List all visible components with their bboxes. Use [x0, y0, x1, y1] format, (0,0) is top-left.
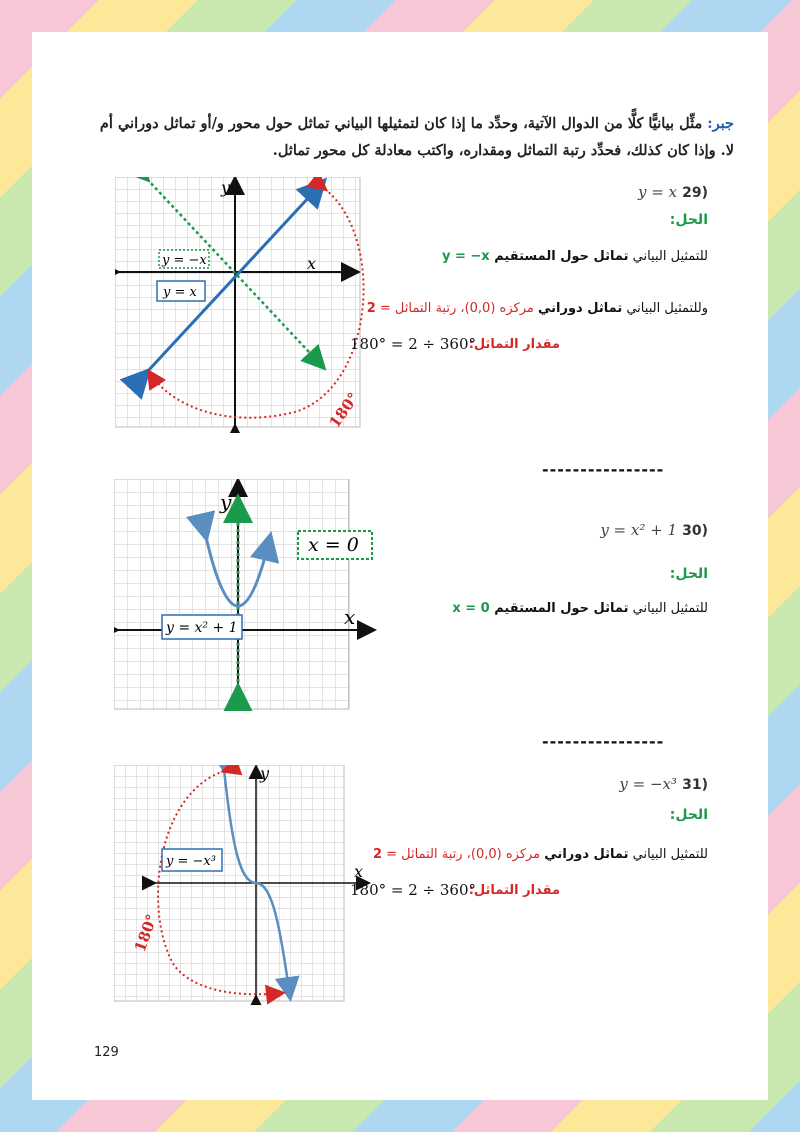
y-axis-label: y — [260, 765, 270, 783]
problem-31-calc: 180° = 2 ÷ 360° — [350, 881, 477, 899]
problem-31-number: (31 — [682, 777, 708, 793]
intro-lead: جبر: — [707, 115, 734, 132]
problem-30-equation: y = x² + 1 — [600, 521, 678, 539]
label-axis-box: x = 0 — [308, 534, 359, 556]
intro-paragraph — [82, 110, 734, 164]
y-axis-label: y — [220, 490, 232, 514]
problem-29-header — [388, 182, 708, 201]
worksheet-page — [32, 32, 768, 1100]
problem-29-line1: للتمثيل البياني تماثل حول المستقيم y = −x — [442, 249, 708, 264]
graph-31 — [114, 765, 376, 1005]
page-number: 129 — [94, 1045, 119, 1060]
label-curve-box: y = x² + 1 — [166, 620, 238, 636]
angle-label: 180° — [325, 389, 363, 432]
problem-29-line2: وللتمثيل البياني تماثل دوراني مركزه (0,0)، رتبة التماثل = 2 — [366, 301, 708, 316]
separator-2: ---------------- — [542, 732, 665, 751]
problem-29-number: (29 — [682, 185, 708, 201]
problem-31-header — [388, 774, 708, 793]
problem-30-header — [388, 520, 708, 539]
y-axis-label: y — [221, 178, 231, 197]
x-axis-label: x — [307, 254, 317, 273]
graph-30 — [114, 479, 379, 711]
graph-29 — [115, 177, 375, 433]
label-y-neg-x: y = −x — [162, 253, 207, 268]
label-y-eq-x: y = x — [163, 285, 197, 300]
problem-31-line2: مقدار التماثل: — [468, 883, 560, 898]
problem-30-line1: للتمثيل البياني تماثل حول المستقيم x = 0 — [452, 601, 708, 616]
problem-29-line3: مقدار التماثل: — [468, 337, 560, 352]
problem-30-number: (30 — [682, 523, 708, 539]
problem-29-equation: y = x — [637, 183, 678, 201]
problem-31-equation: y = −x³ — [619, 775, 678, 793]
problem-30-solution-label: الحل: — [669, 566, 708, 582]
x-axis-label: x — [344, 605, 356, 629]
intro-text: مثِّل بيانيًّا كلًّا من الدوال الآتية، وحدِّد ما إذا كان لتمثيلها البياني تماثل حول محور و/أو تماثل دوراني أم لا. وإذا كان كذلك، فحدِّد رتبة التماثل ومقداره، واكتب معادلة كل محور تماثل. — [99, 115, 734, 159]
separator-1: ---------------- — [542, 460, 665, 479]
problem-29-calc: 180° = 2 ÷ 360° — [350, 335, 477, 353]
problem-31-line1: للتمثيل البياني تماثل دوراني مركزه (0,0)، رتبة التماثل = 2 — [372, 847, 708, 862]
problem-31-solution-label: الحل: — [669, 807, 708, 823]
label-curve-box: y = −x³ — [166, 854, 216, 869]
angle-label: 180° — [130, 911, 162, 955]
x-axis-label: x — [354, 862, 364, 881]
problem-29-solution-label: الحل: — [669, 212, 708, 228]
